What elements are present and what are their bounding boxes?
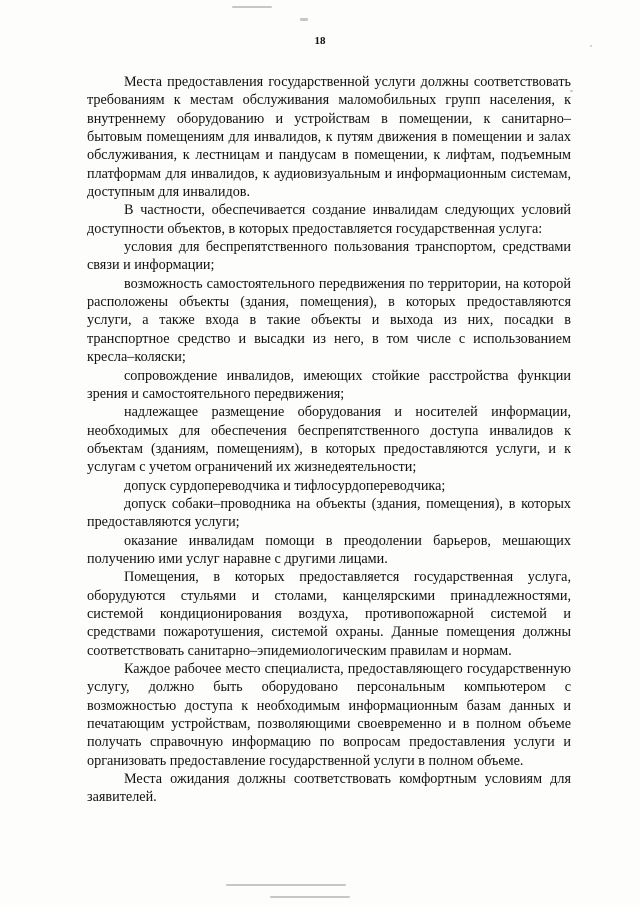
paragraph: Места предоставления государственной услуги должны соответствовать требованиям к местам обслуживания маломобильных групп населения, к внутреннему оборудованию и устройствам в помещении, к санитарно–бытовым помещениям для инвалидов, к путям движения в помещении и залах обслуживания, к лестницам и пандусам в помещении, к лифтам, подъемным платформам для инвалидов, к аудиовизуальным и информационным системам, доступным для инвалидов.	[87, 74, 571, 201]
paragraph: условия для беспрепятственного пользования транспортом, средствами связи и информации;	[87, 239, 571, 274]
paragraph: оказание инвалидам помощи в преодолении барьеров, мешающих получению ими услуг наравне с другими лицами.	[87, 532, 571, 567]
scan-speck	[232, 6, 272, 8]
paragraph: возможность самостоятельного передвижения по территории, на которой расположены объекты (здания, помещения), в которых предоставляются услуги, а также входа в такие объекты и выхода из них, посадки в транспортное средство и высадки из него, в том числе с использованием кресла–коляски;	[87, 275, 571, 366]
paragraph: Места ожидания должны соответствовать комфортным условиям для заявителей.	[87, 771, 571, 806]
body-text	[87, 73, 571, 807]
scan-speck	[270, 896, 350, 898]
scan-speck	[226, 884, 346, 886]
paragraph: допуск собаки–проводника на объекты (здания, помещения), в которых предоставляются услуги;	[87, 495, 571, 531]
paragraph: В частности, обеспечивается создание инвалидам следующих условий доступности объектов, в которых предоставляется государственная услуга:	[87, 202, 571, 237]
paragraph: Помещения, в которых предоставляется государственная услуга, оборудуются стульями и столами, канцелярскими принадлежностями, системой кондиционирования воздуха, противопожарной системой и средствами пожаротушения, системой охраны. Данные помещения должны соответствовать санитарно–эпидемиологическим правилам и нормам.	[87, 569, 571, 659]
scan-speck	[300, 18, 308, 21]
page-number: 18	[314, 35, 326, 47]
paragraph: допуск сурдопереводчика и тифлосурдопереводчика;	[124, 477, 446, 494]
paragraph: надлежащее размещение оборудования и носителей информации, необходимых для обеспечения беспрепятственного доступа инвалидов к объектам (зданиям, помещениям), в которых предоставляются услуги, и к услугам с учетом ограничений их жизнедеятельности;	[87, 404, 571, 476]
paragraph: сопровождение инвалидов, имеющих стойкие расстройства функции зрения и самостоятельного передвижения;	[87, 367, 571, 402]
paragraph: Каждое рабочее место специалиста, предоставляющего государственную услугу, должно быть оборудовано персональным компьютером с возможностью доступа к необходимым информационным базам данных и печатающим устройствам, позволяющими своевременно и в полном объеме получать справочную информацию по вопросам предоставления услуги и организовать предоставление государственной услуги в полном объеме.	[87, 661, 571, 769]
